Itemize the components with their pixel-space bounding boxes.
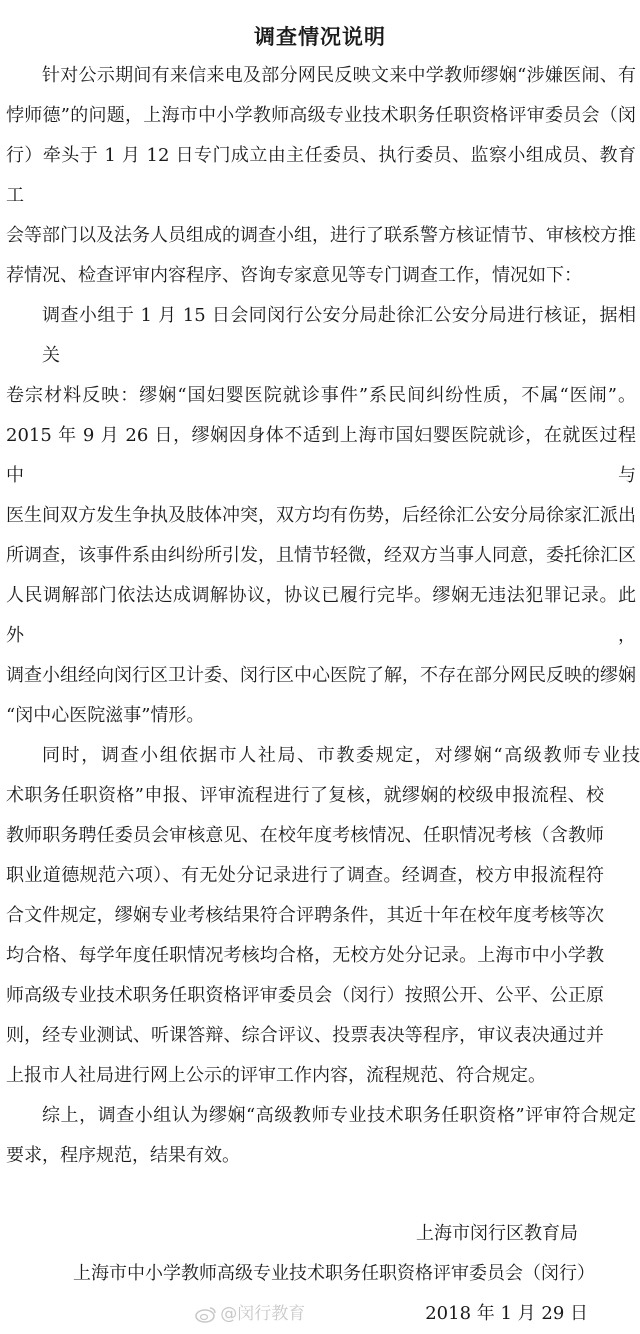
paragraph: [6, 1096, 636, 1176]
text-line: 所调查，该事件系由纠纷所引发，且情节轻微，经双方当事人同意，委托徐汇区: [6, 545, 636, 566]
text-line: 悖师德”的问题，上海市中小学教师高级专业技术职务任职资格评审委员会（闵: [6, 105, 636, 126]
watermark-text: @闵行教育: [220, 1304, 306, 1324]
signature-date: 2018 年 1 月 29 日: [425, 1303, 588, 1324]
text-line: 人民调解部门依法达成调解协议，协议已履行完毕。缪娴无违法犯罪记录。此外，: [6, 585, 636, 646]
weibo-watermark: [195, 1302, 305, 1326]
text-line: 职业道德规范六项）、有无处分记录进行了调查。经调查，校方申报流程符: [6, 865, 604, 886]
weibo-logo-icon: [195, 1306, 217, 1323]
text-line: 术职务任职资格”申报、评审流程进行了复核，就缪娴的校级申报流程、校: [6, 785, 604, 806]
text-line: 会等部门以及法务人员组成的调查小组，进行了联系警方核证情节、审核校方推: [6, 225, 636, 246]
signature-education-bureau: 上海市闵行区教育局: [416, 1223, 578, 1244]
signature-date-row: [0, 1294, 640, 1334]
text-line: 合文件规定，缪娴专业考核结果符合评聘条件，其近十年在校年度考核等次: [6, 905, 604, 926]
text-line: 医生间双方发生争执及肢体冲突，双方均有伤势，后经徐汇公安分局徐家汇派出: [6, 505, 636, 526]
signature-block: [0, 1214, 640, 1334]
text-line: 行）牵头于 1 月 12 日专门成立由主任委员、执行委员、监察小组成员、教育工: [6, 145, 636, 206]
text-line: 卷宗材料反映：缪娴“国妇婴医院就诊事件”系民间纠纷性质，不属“医闹”。: [6, 385, 636, 406]
text-line: 同时，调查小组依据市人社局、市教委规定，对缪娴“高级教师专业技: [42, 745, 640, 766]
text-line: 调查小组经向闵行区卫计委、闵行区中心医院了解，不存在部分网民反映的缪娴: [6, 665, 636, 686]
text-line: 上报市人社局进行网上公示的评审工作内容，流程规范、符合规定。: [6, 1065, 546, 1086]
text-line: 针对公示期间有来信来电及部分网民反映文来中学教师缪娴“涉嫌医闹、有: [42, 65, 636, 86]
text-line: 综上，调查小组认为缪娴“高级教师专业技术职务任职资格”评审符合规定: [42, 1105, 636, 1126]
text-line: 则，经专业测试、听课答辩、综合评议、投票表决等程序，审议表决通过并: [6, 1025, 604, 1046]
text-line: 教师职务聘任委员会审核意见、在校年度考核情况、任职情况考核（含教师: [6, 825, 604, 846]
signature-review-committee: 上海市中小学教师高级专业技术职务任职资格评审委员会（闵行）: [73, 1263, 595, 1284]
paragraph: [6, 56, 636, 296]
text-line: 荐情况、检查评审内容程序、咨询专家意见等专门调查工作，情况如下：: [6, 265, 582, 286]
text-line: 均合格、每学年度任职情况考核均合格，无校方处分记录。上海市中小学教: [6, 945, 604, 966]
text-line: 2015 年 9 月 26 日，缪娴因身体不适到上海市国妇婴医院就诊，在就医过程中与: [6, 425, 636, 486]
document-title: 调查情况说明: [254, 25, 386, 49]
document-body: [6, 56, 640, 1176]
text-line: 师高级专业技术职务任职资格评审委员会（闵行）按照公开、公平、公正原: [6, 985, 604, 1006]
paragraph: [6, 296, 636, 736]
text-line: 要求，程序规范，结果有效。: [6, 1145, 240, 1166]
paragraph: [6, 736, 640, 1096]
text-line: 调查小组于 1 月 15 日会同闵行公安分局赴徐汇公安分局进行核证，据相关: [42, 305, 636, 366]
text-line: “闵中心医院滋事”情形。: [6, 705, 205, 726]
